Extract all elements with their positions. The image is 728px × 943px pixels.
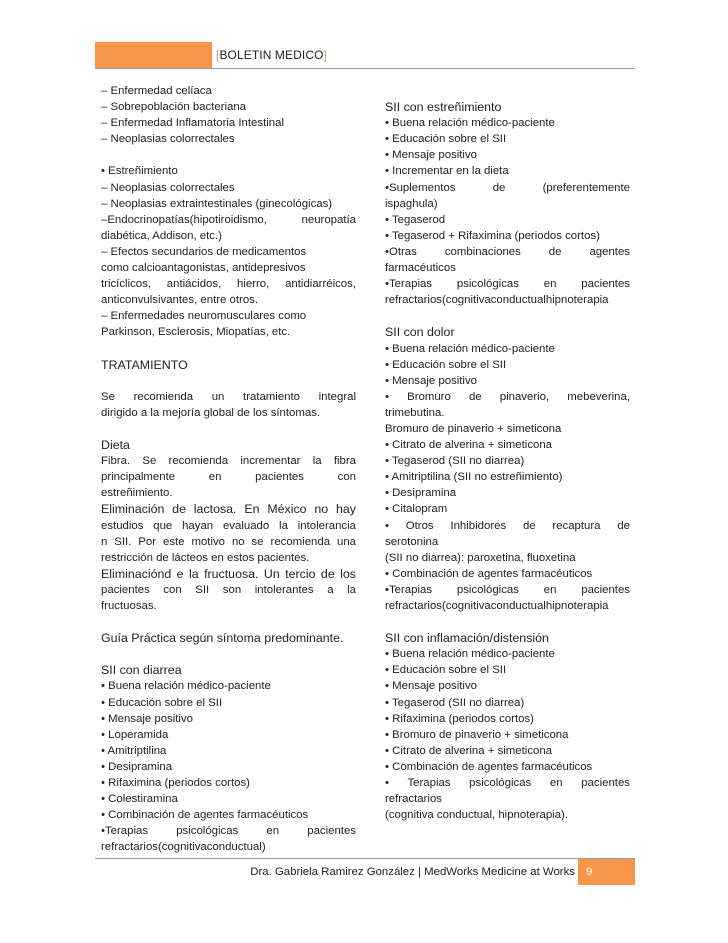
text-line: – Neoplasias colorrectales: [101, 181, 235, 194]
text-line: principalmente en pacientes con: [101, 471, 356, 484]
text-line: pacientes con SII son intolerantes a la: [101, 583, 356, 596]
text-line: restricción de lácteos en estos pacientes.: [101, 551, 310, 564]
section-heading: SII con dolor: [385, 325, 455, 340]
text-line: refractarios(cognitivaconductualhipnoterapia: [385, 600, 609, 612]
text-line: anticonvulsivantes, entre otros.: [101, 294, 259, 307]
text-line: • Citrato de alverina + simeticona: [385, 439, 553, 452]
text-line: Bromuro de pinaverio + simeticona: [385, 422, 562, 435]
text-line: estreñimiento.: [101, 487, 173, 500]
text-line: • Desipramina: [101, 760, 173, 773]
page-number: 9: [586, 866, 593, 878]
text-line: • Citrato de alverina + simeticona: [385, 744, 553, 757]
text-line: – Sobrepoblación bacteriana: [101, 101, 247, 114]
section-heading: Guía Práctica según síntoma predominante.: [101, 631, 344, 646]
text-line: estudios que hayan evaluado la intolerancia: [101, 519, 356, 532]
text-line: Parkinson, Esclerosis, Miopatías, etc.: [101, 326, 291, 339]
text-line: como calcioantagonistas, antidepresivos: [101, 262, 306, 275]
text-line: – Efectos secundarios de medicamentos: [101, 245, 307, 258]
text-line: • Bromuro de pinaverio, mebeverina,: [385, 390, 630, 403]
text-line: • Buena relación médico-paciente: [385, 342, 555, 355]
text-line: • Mensaje positivo: [385, 374, 477, 387]
text-line: – Neoplasias extraintestinales (ginecológicas): [101, 197, 333, 210]
text-line: • Buena relación médico-paciente: [385, 648, 555, 661]
text-line: diabética, Addison, etc.): [101, 229, 222, 242]
text-line: serotonina: [385, 535, 439, 548]
text-line: • Tegaserod (SII no diarrea): [385, 696, 525, 709]
text-line: fructuosas.: [101, 600, 157, 612]
text-line: • Combinación de agentes farmacéuticos: [385, 567, 593, 580]
text-line: ispaghula): [385, 197, 438, 210]
text-line: • Combinación de agentes farmacéuticos: [385, 760, 593, 773]
text-line: • Rifaximina (periodos cortos): [385, 712, 534, 725]
footer-author: Dra. Gabriela Ramirez González | MedWorks Medicine at Works: [250, 866, 575, 878]
text-line: • Combinación de agentes farmacéuticos: [101, 809, 309, 822]
text-line: • Educación sobre el SII: [385, 664, 507, 677]
blank-line: [101, 341, 356, 357]
text-line: •Terapias psicológicas en pacientes: [385, 583, 630, 596]
header-rule: [95, 68, 635, 69]
section-heading: TRATAMIENTO: [101, 357, 188, 372]
text-line: •Terapias psicológicas en pacientes: [101, 825, 356, 838]
text-line: •Terapias psicológicas en pacientes: [385, 278, 630, 291]
text-line: • Terapias psicológicas en pacientes: [385, 777, 630, 790]
text-line: • Rifaximina (periodos cortos): [101, 777, 250, 790]
text-line: • Colestiramina: [101, 793, 178, 806]
text-line: –Endocrinopatías(hipotiroidismo, neuropatía: [101, 213, 356, 226]
text-line: • Otros Inhibidores de recaptura de: [385, 519, 630, 532]
section-heading: Eliminaciónd e la fructuosa. Un tercio de los: [101, 566, 356, 581]
text-line: – Enfermedad Inflamatoria Intestinal: [101, 117, 284, 130]
text-line: • Educación sobre el SII: [385, 358, 507, 371]
right-column: [385, 83, 630, 823]
blank-line: [101, 421, 356, 437]
text-line: – Enfermedades neuromusculares como: [101, 310, 307, 323]
text-line: • Bromuro de pinaverio + simeticona: [385, 728, 569, 741]
text-line: • Mensaje positivo: [385, 680, 477, 693]
text-line: n SII. Por este motivo no se recomienda una: [101, 535, 356, 548]
text-line: • Mensaje positivo: [385, 149, 477, 162]
footer-rule: [95, 858, 635, 859]
header-bracket-close: ]: [323, 48, 327, 62]
text-line: •Otras combinaciones de agentes: [385, 245, 630, 258]
section-heading: SII con diarrea: [101, 663, 182, 678]
text-line: dirigido a la mejoría global de los síntomas.: [101, 406, 321, 419]
text-line: • Amitriptilina: [101, 744, 167, 757]
section-heading: Dieta: [101, 438, 130, 453]
text-line: • Mensaje positivo: [101, 712, 193, 725]
blank-line: [101, 646, 356, 662]
text-line: • Educación sobre el SII: [101, 696, 223, 709]
text-line: farmacéuticos: [385, 262, 456, 275]
text-line: refractarios: [385, 793, 442, 806]
text-line: • Desipramina: [385, 487, 457, 500]
blank-line: [385, 308, 630, 324]
text-line: • Educación sobre el SII: [385, 133, 507, 146]
text-line: • Tegaserod + Rifaximina (periodos cortos): [385, 229, 600, 242]
text-line: • Buena relación médico-paciente: [101, 680, 271, 693]
text-line: • Citalopram: [385, 503, 448, 516]
text-line: • Tegaserod (SII no diarrea): [385, 455, 525, 468]
text-line: refractarios(cognitivaconductualhipnoterapia: [385, 294, 609, 307]
blank-line: [101, 614, 356, 630]
text-line: Se recomienda un tratamiento integral: [101, 390, 356, 403]
section-heading: Eliminación de lactosa. En México no hay: [101, 502, 356, 517]
header-title-text: BOLETIN MEDICO: [219, 48, 324, 62]
blank-line: [101, 373, 356, 389]
text-line: – Neoplasias colorrectales: [101, 133, 235, 146]
text-line: (SII no diarrea): paroxetina, fluoxetina: [385, 551, 576, 564]
text-line: – Enfermedad celíaca: [101, 85, 212, 97]
text-line: tricíclicos, antiácidos, hierro, antidiarréicos,: [101, 278, 356, 291]
blank-line: [385, 83, 630, 99]
page-number-box: [578, 859, 635, 885]
text-line: • Estreñimiento: [101, 165, 178, 178]
text-line: • Tegaserod: [385, 213, 446, 226]
section-heading: SII con inflamación/distensión: [385, 631, 549, 646]
text-line: (cognitiva conductual, hipnoterapia).: [385, 809, 568, 822]
text-line: Fibra. Se recomienda incrementar la fibra: [101, 455, 356, 468]
text-line: • Buena relación médico-paciente: [385, 117, 555, 130]
header-title: [216, 48, 327, 62]
text-line: • Amitriptilina (SII no estreñimiento): [385, 471, 563, 484]
blank-line: [385, 614, 630, 630]
text-line: trimebutina.: [385, 406, 445, 419]
text-line: • Incrementar en la dieta: [385, 165, 509, 178]
left-column: [101, 83, 356, 856]
header-bracket-open: [: [216, 48, 220, 62]
text-line: refractarios(cognitivaconductual): [101, 841, 266, 854]
section-heading: SII con estreñimiento: [385, 100, 502, 115]
blank-line: [101, 147, 356, 163]
header-accent-bar: [95, 42, 212, 68]
text-line: • Loperamida: [101, 728, 169, 741]
text-line: •Suplementos de (preferentemente: [385, 181, 630, 194]
